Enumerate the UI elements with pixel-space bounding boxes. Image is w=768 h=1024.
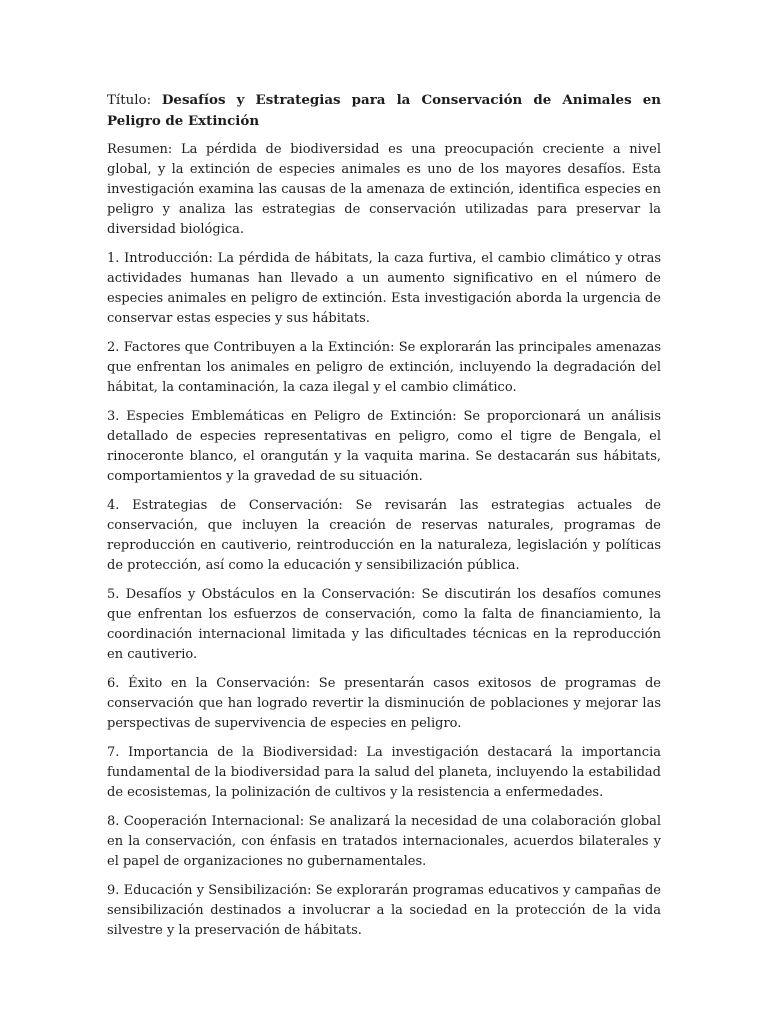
paragraph-factores: 2. Factores que Contribuyen a la Extinción: Se explorarán las principales amenazas que enfrentan los animales en peligro de extinción, incluyendo la degradación del hábitat, la contaminación, la caza ilegal y el cambio climático. <box>107 340 661 395</box>
paragraph-biodiversidad: 7. Importancia de la Biodiversidad: La investigación destacará la importancia fundamental de la biodiversidad para la salud del planeta, incluyendo la estabilidad de ecosistemas, la polinización de cultivos y la resistencia a enfermedades. <box>107 745 661 800</box>
paragraph-desafios: 5. Desafíos y Obstáculos en la Conservación: Se discutirán los desafíos comunes que enfrentan los esfuerzos de conservación, como la falta de financiamiento, la coordinación internacional limitada y las dificultades técnicas en la reproducción en cautiverio. <box>107 587 661 662</box>
paragraph-exito: 6. Éxito en la Conservación: Se presentarán casos exitosos de programas de conservación que han logrado revertir la disminución de poblaciones y mejorar las perspectivas de supervivencia de especies en peligro. <box>107 676 661 731</box>
paragraph-introduccion: 1. Introducción: La pérdida de hábitats, la caza furtiva, el cambio climático y otras actividades humanas han llevado a un aumento significativo en el número de especies animales en peligro de extinción. Esta investigación aborda la urgencia de conservar estas especies y sus hábitats. <box>107 251 661 326</box>
paragraph-estrategias: 4. Estrategias de Conservación: Se revisarán las estrategias actuales de conservación, que incluyen la creación de reservas naturales, programas de reproducción en cautiverio, reintroducción en la naturaleza, legislación y políticas de protección, así como la educación y sensibilización pública. <box>107 498 661 573</box>
paragraph-especies: 3. Especies Emblemáticas en Peligro de Extinción: Se proporcionará un análisis detallado de especies representativas en peligro, como el tigre de Bengala, el rinoceronte blanco, el orangután y la vaquita marina. Se destacarán sus hábitats, comportamientos y la gravedad de su situación. <box>107 409 661 484</box>
title-label: Título: <box>107 93 152 108</box>
title-text: Desafíos y Estrategias para la Conservación de Animales en Peligro de Extinción <box>107 92 661 129</box>
paragraph-resumen: Resumen: La pérdida de biodiversidad es una preocupación creciente a nivel global, y la extinción de especies animales es uno de los mayores desafíos. Esta investigación examina las causas de la amenaza de extinción, identifica especies en peligro y analiza las estrategias de conservación utilizadas para preservar la diversidad biológica. <box>107 142 661 237</box>
paragraph-cooperacion: 8. Cooperación Internacional: Se analizará la necesidad de una colaboración global en la conservación, con énfasis en tratados internacionales, acuerdos bilaterales y el papel de organizaciones no gubernamentales. <box>107 814 661 869</box>
paragraph-educacion: 9. Educación y Sensibilización: Se explorarán programas educativos y campañas de sensibilización destinados a involucrar a la sociedad en la protección de la vida silvestre y la preservación de hábitats. <box>107 883 661 938</box>
document-title <box>107 90 661 132</box>
document-page <box>107 90 661 950</box>
